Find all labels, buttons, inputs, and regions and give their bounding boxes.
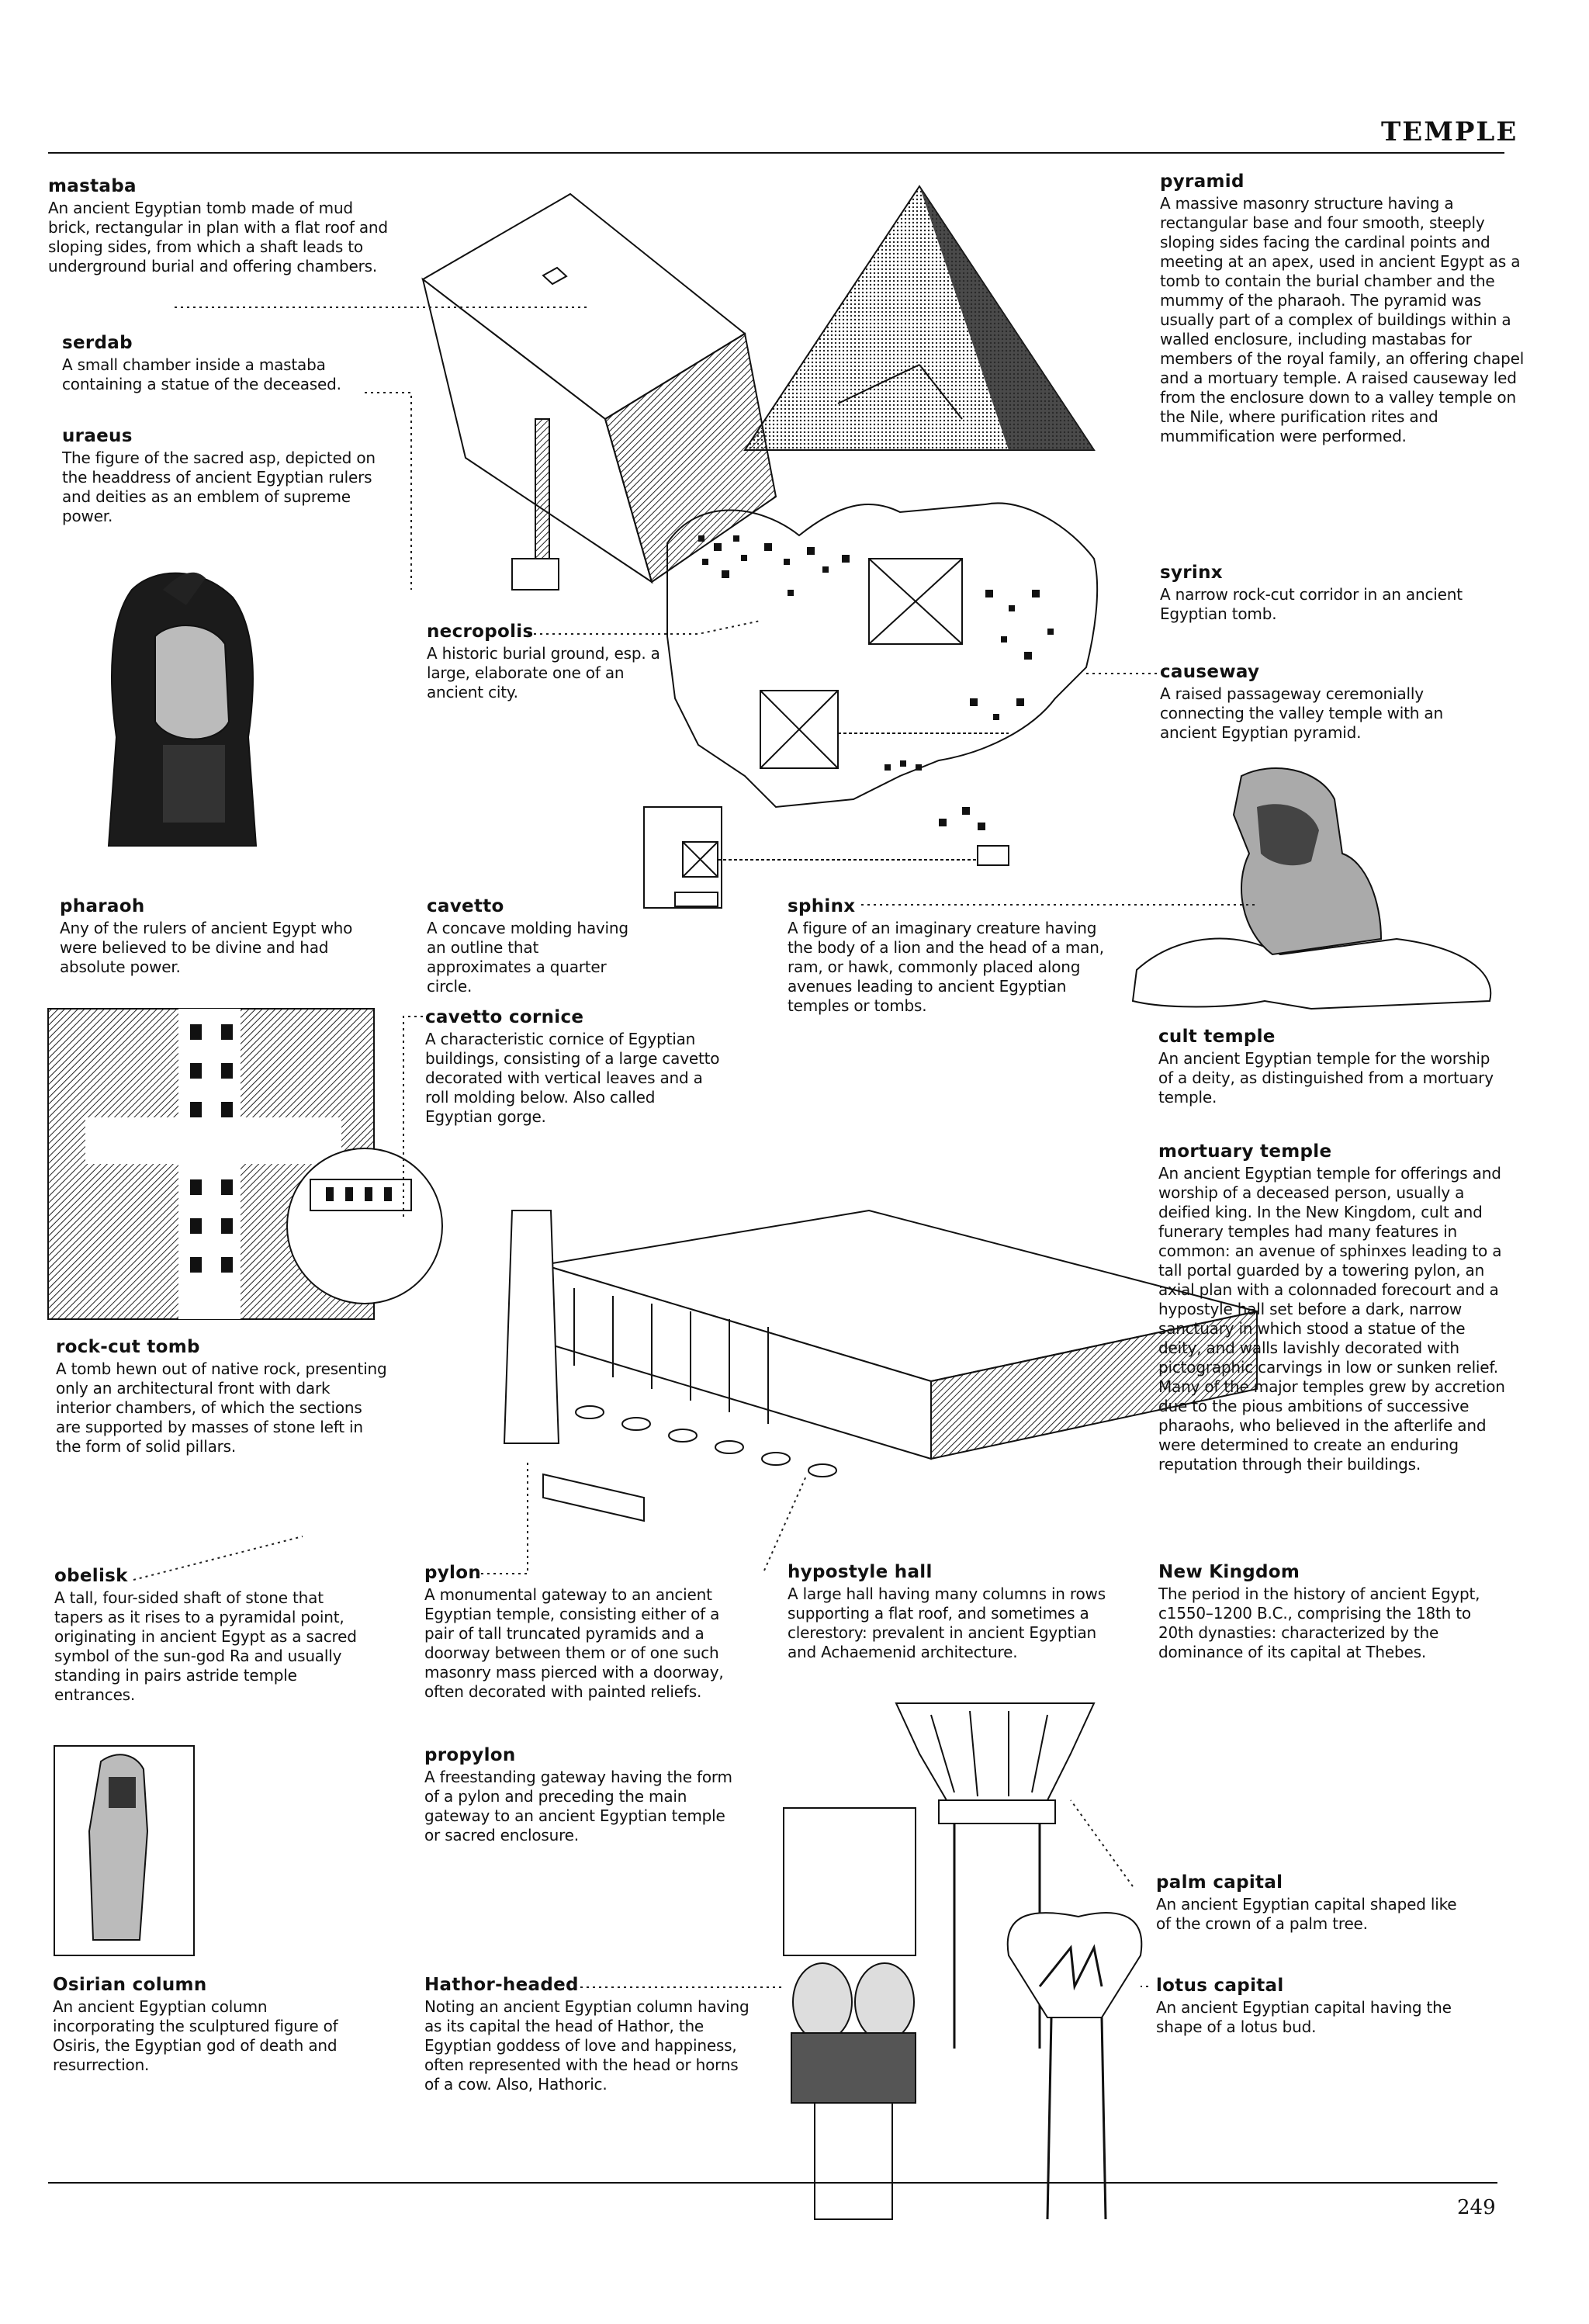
entry-term: pharaoh [60, 896, 145, 916]
lotus-capital-column-illustration [1008, 1913, 1142, 2219]
entry-osirian-column [53, 1974, 348, 2075]
entry-term: lotus capital [1156, 1976, 1284, 1996]
entry-sphinx [788, 895, 1113, 1016]
entry-cavetto [427, 895, 644, 996]
entry-mortuary-temple [1158, 1141, 1508, 1474]
entry-term: New Kingdom [1158, 1562, 1300, 1582]
entry-definition: A characteristic cornice of Egyptian buildings, consisting of a large cavetto decorated with vertical leaves and a roll molding below. Also called Egyptian gorge. [425, 1030, 720, 1126]
entry-term: syrinx [1160, 563, 1223, 583]
entry-definition: The figure of the sacred asp, depicted on the headdress of ancient Egyptian rulers and deities as an emblem of supreme power. [62, 449, 376, 525]
header-rule [48, 152, 1504, 154]
mastaba-illustration [423, 194, 776, 590]
entry-term: Osirian column [53, 1975, 207, 1995]
entry-definition: An ancient Egyptian capital shaped like of the crown of a palm tree. [1156, 1895, 1457, 1933]
entry-rock-cut-tomb [56, 1336, 389, 1456]
entry-causeway [1160, 661, 1486, 743]
entry-uraeus [62, 425, 403, 526]
entry-term: cavetto [427, 896, 504, 916]
pyramid-illustration [745, 186, 1094, 450]
entry-definition: A tall, four-sided shaft of stone that tapers as it rises to a pyramidal point, originating in ancient Egypt as a sacred symbol of the sun-god Ra and usually standing in pairs astride temple entrances. [54, 1588, 357, 1704]
page-number: 249 [1457, 2196, 1496, 2219]
entry-term: obelisk [54, 1566, 128, 1586]
entry-cult-temple [1158, 1026, 1500, 1107]
necropolis-plan-illustration [644, 503, 1097, 908]
entry-serdab [62, 332, 403, 394]
entry-term: sphinx [788, 896, 856, 916]
entry-definition: A historic burial ground, esp. a large, elaborate one of an ancient city. [427, 644, 660, 701]
entry-term: rock-cut tomb [56, 1337, 200, 1357]
entry-obelisk [54, 1565, 372, 1705]
entry-definition: A freestanding gateway having the form of a pylon and preceding the main gateway to an ancient Egyptian temple or sacred enclosure. [424, 1768, 732, 1844]
entry-pylon [424, 1562, 735, 1702]
entry-definition: Noting an ancient Egyptian column having as its capital the head of Hathor, the Egyptian goddess of love and happiness, often represented with the head or horns of a cow. Also, Hathoric. [424, 1997, 749, 2094]
entry-palm-capital [1156, 1872, 1466, 1934]
entry-definition: An ancient Egyptian tomb made of mud brick, rectangular in plan with a flat roof and sloping sides, from which a shaft leads to underground burial and offering chambers. [48, 199, 388, 275]
entry-term: cavetto cornice [425, 1007, 584, 1027]
entry-term: necropolis [427, 622, 534, 642]
entry-term: cult temple [1158, 1027, 1276, 1047]
entry-definition: A concave molding having an outline that approximates a quarter circle. [427, 919, 628, 996]
entry-definition: A narrow rock-cut corridor in an ancient Egyptian tomb. [1160, 585, 1463, 623]
entry-term: propylon [424, 1745, 516, 1765]
hathor-headed-column-illustration [784, 1808, 916, 2219]
entry-mastaba [48, 175, 389, 276]
entry-definition: A monumental gateway to an ancient Egyptian temple, consisting either of a pair of tall truncated pyramids and a doorway between them or of one such masonry mass pierced with a doorway, often decorated with painted reliefs. [424, 1585, 724, 1701]
entry-definition: A large hall having many columns in rows supporting a flat roof, and sometimes a clerestory: prevalent in ancient Egyptian and Achaemenid architecture. [788, 1585, 1106, 1661]
entry-necropolis [427, 621, 683, 702]
entry-term: pyramid [1160, 171, 1245, 192]
entry-term: mastaba [48, 176, 137, 196]
entry-definition: A figure of an imaginary creature having the body of a lion and the head of a man, ram, or hawk, commonly placed along avenues leading to ancient Egyptian temples or tombs. [788, 919, 1104, 1015]
entry-new-kingdom [1158, 1561, 1500, 1662]
entry-syrinx [1160, 562, 1470, 624]
temple-illustration [504, 1210, 1257, 1521]
entry-definition: A small chamber inside a mastaba containing a statue of the deceased. [62, 355, 341, 393]
entry-definition: The period in the history of ancient Egypt, c1550–1200 B.C., comprising the 18th to 20th dynasties: characterized by the dominance of its capital at Thebes. [1158, 1585, 1480, 1661]
entry-lotus-capital [1156, 1975, 1466, 2037]
footer-rule [48, 2182, 1497, 2184]
entry-definition: A tomb hewn out of native rock, presenting only an architectural front with dark interior chambers, of which the sections are supported by masses of stone left in the form of solid pillars. [56, 1359, 387, 1456]
entry-definition: An ancient Egyptian column incorporating the sculptured figure of Osiris, the Egyptian god of death and resurrection. [53, 1997, 338, 2074]
entry-pharaoh [60, 895, 370, 977]
entry-definition: A massive masonry structure having a rectangular base and four smooth, steeply sloping sides facing the cardinal points and meeting at an apex, used in ancient Egypt as a tomb to contain the burial chamber and the mummy of the pharaoh. The pyramid was usually part of a complex of buildings within a walled enclosure, including mastabas for members of the royal family, an offering chapel and a mortuary temple. A raised causeway led from the enclosure down to a valley temple on the Nile, where purification rites and mummification were performed. [1160, 194, 1525, 445]
entry-propylon [424, 1744, 735, 1845]
entry-term: serdab [62, 333, 133, 353]
entry-definition: A raised passageway ceremonially connecting the valley temple with an ancient Egyptian pyramid. [1160, 684, 1443, 742]
entry-term: mortuary temple [1158, 1141, 1332, 1162]
page-header-title: TEMPLE [1381, 116, 1518, 147]
rock-cut-tomb-illustration [48, 1009, 442, 1319]
entry-term: pylon [424, 1563, 482, 1583]
entry-hathor-headed [424, 1974, 750, 2094]
entry-definition: An ancient Egyptian capital having the shape of a lotus bud. [1156, 1998, 1452, 2036]
entry-term: causeway [1160, 662, 1260, 682]
entry-cavetto-cornice [425, 1006, 720, 1127]
entry-term: hypostyle hall [788, 1562, 933, 1582]
entry-definition: An ancient Egyptian temple for the worship of a deity, as distinguished from a mortuary temple. [1158, 1049, 1494, 1107]
entry-hypostyle-hall [788, 1561, 1113, 1662]
entry-pyramid [1160, 171, 1532, 446]
pharaoh-illustration [109, 573, 256, 846]
entry-definition: Any of the rulers of ancient Egypt who were believed to be divine and had absolute power. [60, 919, 353, 976]
sphinx-illustration [1133, 768, 1490, 1009]
osirian-column-illustration [54, 1746, 194, 1955]
entry-definition: An ancient Egyptian temple for offerings and worship of a deceased person, usually a deified king. In the New Kingdom, cult and funerary temples had many features in common: an avenue of sphinxes leading to a tall portal guarded by a towering pylon, an axial plan with a colonnaded forecourt and a hypostyle hall set before a dark, narrow sanctuary in which stood a statue of the deity, and walls lavishly decorated with pictographic carvings in low or sunken relief. Many of the major temples grew by accretion due to the pious ambitions of successive pharaohs, who believed in the afterlife and were determined to create an enduring reputation through their buildings. [1158, 1164, 1505, 1474]
entry-term: uraeus [62, 426, 133, 446]
entry-term: palm capital [1156, 1872, 1283, 1893]
entry-term: Hathor-headed [424, 1975, 579, 1995]
